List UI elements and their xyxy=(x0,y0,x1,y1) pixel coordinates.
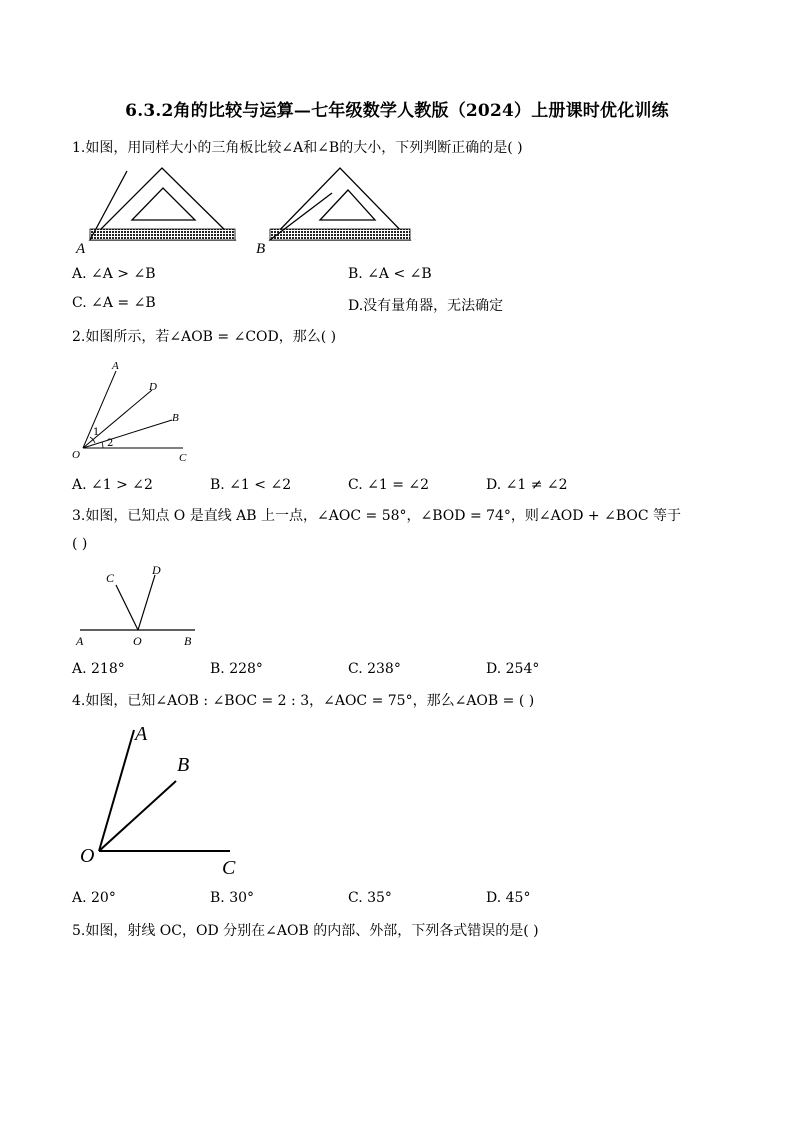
page-title: 6.3.2角的比较与运算—七年级数学人教版（2024）上册课时优化训练 xyxy=(125,101,669,121)
q1-option-b[interactable]: B. ∠A < ∠B xyxy=(348,266,432,282)
q3-option-c[interactable]: C. 238° xyxy=(348,661,401,677)
question-4-figure xyxy=(72,718,252,883)
q4-option-d[interactable]: D. 45° xyxy=(486,890,531,906)
question-5-stem: 5.如图，射线 OC，OD 分别在∠AOB 的内部、外部，下列各式错误的是( ) xyxy=(72,923,539,939)
label-a: A xyxy=(112,360,119,372)
q2-option-c[interactable]: C. ∠1 = ∠2 xyxy=(348,477,430,493)
label-c: C xyxy=(106,571,115,585)
question-2-figure xyxy=(68,356,198,468)
q2-option-b[interactable]: B. ∠1 < ∠2 xyxy=(210,477,292,493)
label-d: D xyxy=(149,381,157,393)
question-3-figure xyxy=(70,560,210,650)
q3-option-b[interactable]: B. 228° xyxy=(210,661,263,677)
q1-option-a[interactable]: A. ∠A > ∠B xyxy=(72,266,156,282)
label-angle-1: 1 xyxy=(93,427,100,438)
label-c: C xyxy=(222,857,236,879)
q4-option-c[interactable]: C. 35° xyxy=(348,890,392,906)
q3-option-a[interactable]: A. 218° xyxy=(72,661,125,677)
question-3-stem-cont: ( ) xyxy=(72,536,88,552)
question-1-stem: 1.如图，用同样大小的三角板比较∠A和∠B的大小，下列判断正确的是( ) xyxy=(72,140,523,156)
label-a: A xyxy=(76,634,84,648)
label-b: B xyxy=(184,634,192,648)
label-b: B xyxy=(177,754,190,776)
q4-option-b[interactable]: B. 30° xyxy=(210,890,255,906)
q3-option-d[interactable]: D. 254° xyxy=(486,661,540,677)
question-1-figure xyxy=(70,165,430,260)
q1-option-d[interactable]: D.没有量角器，无法确定 xyxy=(348,298,504,314)
label-b: B xyxy=(172,412,179,424)
label-o: O xyxy=(133,634,142,648)
label-o: O xyxy=(80,845,95,867)
question-4-stem: 4.如图，已知∠AOB : ∠BOC = 2 : 3，∠AOC = 75°，那么∠AOB = ( ) xyxy=(72,693,535,709)
q1-option-c[interactable]: C. ∠A = ∠B xyxy=(72,295,156,311)
label-a: A xyxy=(135,723,148,745)
label-angle-2: 2 xyxy=(107,438,114,449)
q2-option-a[interactable]: A. ∠1 > ∠2 xyxy=(72,477,153,493)
q2-option-d[interactable]: D. ∠1 ≠ ∠2 xyxy=(486,477,568,493)
label-a: A xyxy=(76,241,86,257)
label-d: D xyxy=(152,563,161,577)
question-3-stem: 3.如图，已知点 O 是直线 AB 上一点，∠AOC = 58°，∠BOD = 74°，则∠AOD + ∠BOC 等于 xyxy=(72,508,682,524)
label-o: O xyxy=(72,449,80,461)
q4-option-a[interactable]: A. 20° xyxy=(72,890,116,906)
label-b: B xyxy=(256,241,266,257)
label-c: C xyxy=(179,452,187,464)
question-2-stem: 2.如图所示，若∠AOB = ∠COD，那么( ) xyxy=(72,329,337,345)
